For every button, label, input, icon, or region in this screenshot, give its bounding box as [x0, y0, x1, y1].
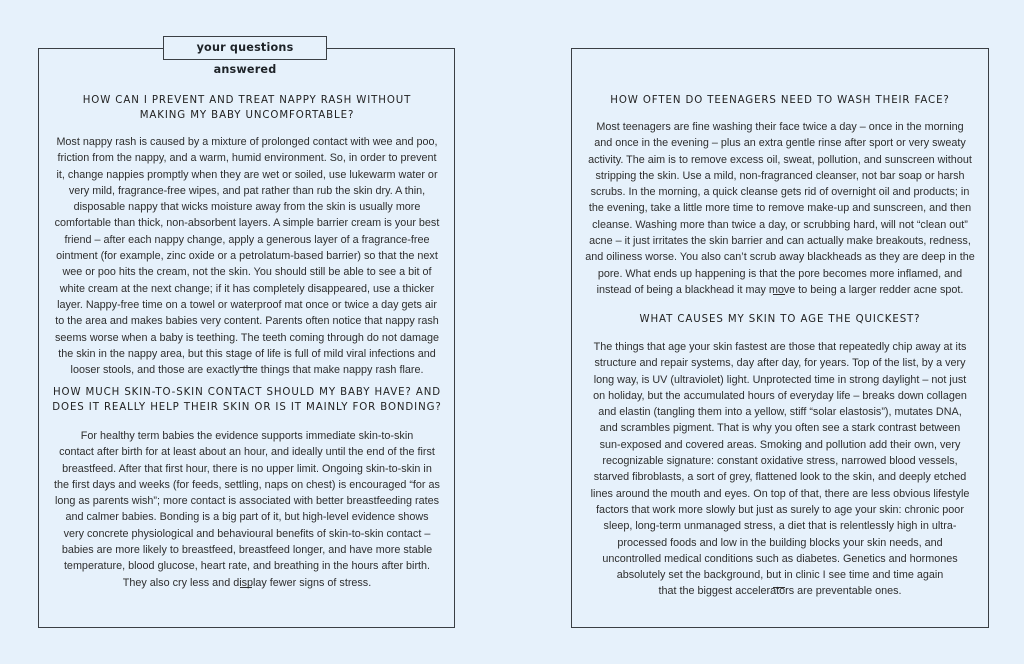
answer-line: and scrambles pigment. That is why you often see a stark contrast between — [599, 422, 961, 435]
answer-line: on holiday, but the accumulated hours of everyday life – breaks down collagen — [593, 389, 967, 402]
section-divider — [773, 294, 785, 295]
answer-line: activity. The aim is to remove excess oil, sweat, pollution, and sunscreen without — [588, 153, 972, 166]
answer-line: comfortable than thick, non-absorbent layers. A simple barrier cream is your best — [54, 217, 440, 230]
answer-line: babies are more likely to breastfeed, breastfeed longer, and have more stable — [61, 544, 433, 557]
answer-line: ointment (for example, zinc oxide or a petrolatum-based barrier) so that the next — [56, 250, 438, 263]
answer-line: the evening, take a little more time to remove make-up and sunscreen, and then — [588, 202, 972, 215]
question-title-line: HOW MUCH SKIN-TO-SKIN CONTACT SHOULD MY BABY HAVE? AND — [52, 387, 442, 398]
question-title-line: MAKING MY BABY UNCOMFORTABLE? — [139, 110, 355, 121]
answer-line: pore. What ends up happening is that the pore becomes more inflamed, and — [597, 267, 963, 280]
answer-text — [580, 119, 980, 298]
answer-line: breastfeed. After that first hour, there is no upper limit. Ongoing skin-to-skin in — [62, 462, 432, 475]
answer-line: They also cry less and display fewer signs of stress. — [122, 576, 372, 589]
answer-line: temperature, blood glucose, heart rate, and breathing in the hours after birth. — [63, 560, 431, 573]
answer-line: the skin in the nappy area, but this stage of life is full of mild viral infections and — [58, 347, 436, 360]
answer-line: and oiliness worse. You also can’t scrub away blackheads as they are deep in the — [585, 251, 975, 264]
answer-line: cleanse. Washing more than twice a day, or scrubbing hard, will not “clean out” — [592, 218, 968, 231]
answer-line: that the biggest accelerators are preventable ones. — [658, 585, 902, 598]
answer-line: contact after birth for at least about an hour, and ideally until the end of the first — [59, 446, 435, 459]
answer-line: factors that work more slowly but just as surely to age your skin: chronic poor — [596, 503, 964, 516]
answer-line: instead of being a blackhead it may move to being a larger redder acne spot. — [596, 283, 964, 296]
answer-line: scrubs. In the morning, a quick cleanse gets rid of overnight oil and products; in — [590, 186, 970, 199]
question-title-line: WHAT CAUSES MY SKIN TO AGE THE QUICKEST? — [639, 314, 921, 325]
answer-line: wee or poo hits the cream, not the skin. You should still be able to see a bit of — [62, 266, 432, 279]
answer-line: and calmer babies. Bonding is a big part of it, but high-level evidence shows — [65, 511, 429, 524]
answer-line: very mild, fragrance-free wipes, and pat rather than rub the skin dry. A thin, — [68, 184, 426, 197]
question-title — [48, 385, 446, 415]
answer-line: Most nappy rash is caused by a mixture of prolonged contact with wee and poo, — [56, 136, 438, 148]
answer-line: The things that age your skin fastest are those that repeatedly chip away at its — [593, 341, 967, 353]
answer-line: stripping the skin. Use a mild, non-fragranced cleanser, not bar soap or harsh — [595, 169, 965, 182]
answer-line: absolutely set the background, but in clinic I see time and time again — [616, 569, 944, 582]
answer-line: uncontrolled medical conditions such as diabetes. Genetics and hormones — [602, 552, 958, 565]
question-title-line: HOW OFTEN DO TEENAGERS NEED TO WASH THEIR FACE? — [610, 95, 950, 106]
answer-line: layer. Nappy-free time on a towel or waterproof mat once or twice a day gets air — [57, 298, 437, 311]
answer-line: structure and repair systems, day after day, for years. Top of the list, by a very — [594, 357, 966, 370]
answer-line: sleep, long-term unmanaged stress, a diet that is relentlessly high in ultra- — [603, 520, 957, 533]
section-divider — [240, 587, 252, 588]
answer-line: the first days and weeks (for feeds, settling, naps on chest) is encouraged “for as — [54, 478, 440, 491]
answer-line: and elastin (tangling them into a yellow, stiff “solar elastosis”), mutates DNA, — [598, 406, 962, 419]
section-divider — [240, 367, 252, 368]
section-header-tab: your questions answered — [163, 36, 327, 60]
answer-line: lines around the mouth and eyes. On top of that, there are less obvious lifestyle — [590, 487, 970, 500]
answer-line: sun-exposed and covered areas. Smoking and pollution add their own, very — [599, 438, 961, 451]
answer-line: Most teenagers are fine washing their face twice a day – once in the morning — [596, 121, 964, 133]
answer-line: starved fibroblasts, a sort of grey, flattened look to the skin, and deeply etched — [593, 471, 967, 484]
answer-line: disposable nappy that wicks moisture away from the skin is usually more — [73, 201, 421, 214]
answer-text — [580, 339, 980, 600]
answer-line: friction from the nappy, and a warm, humid environment. So, in order to prevent — [57, 152, 437, 165]
answer-line: long as parents wish”; more contact is associated with better breastfeeding rates — [54, 495, 440, 508]
answer-text — [48, 428, 446, 591]
answer-line: processed foods and low in the building blocks your skin needs, and — [617, 536, 943, 549]
answer-line: long way, is UV (ultraviolet) light. Unprotected time in strong daylight – not just — [593, 373, 967, 386]
answer-line: seems worse when a baby is teething. The teeth coming through do not damage — [55, 331, 439, 344]
question-title — [580, 312, 980, 327]
answer-line: it, change nappies promptly when they are wet or soiled, use lukewarm water or — [56, 168, 438, 181]
question-title — [48, 93, 446, 123]
question-title — [580, 93, 980, 108]
answer-line: and once in the evening – plus an extra gentle rinse after sport or very sweaty — [594, 137, 966, 150]
answer-line: looser stools, and those are exactly the things that make nappy rash flare. — [70, 364, 424, 377]
answer-text — [48, 134, 446, 378]
answer-line: For healthy term babies the evidence supports immediate skin-to-skin — [80, 430, 414, 442]
answer-line: white cream at the next change; if it has completely disappeared, use a thicker — [59, 282, 435, 295]
section-divider — [773, 587, 785, 588]
answer-line: friend – after each nappy change, apply a generous layer of a fragrance-free — [64, 233, 430, 246]
question-title-line: DOES IT REALLY HELP THEIR SKIN OR IS IT MAINLY FOR BONDING? — [52, 402, 442, 413]
answer-line: recognizable signature: constant oxidative stress, narrowed blood vessels, — [602, 455, 958, 468]
answer-line: to the area and makes babies very content. Parents often notice that nappy rash — [55, 315, 439, 328]
answer-line: acne – it just irritates the skin barrier and can actually make breakouts, redness, — [589, 235, 971, 248]
answer-line: very concrete physiological and behavioural benefits of skin-to-skin contact – — [63, 527, 431, 540]
question-title-line: HOW CAN I PREVENT AND TREAT NAPPY RASH WITHOUT — [82, 95, 412, 106]
